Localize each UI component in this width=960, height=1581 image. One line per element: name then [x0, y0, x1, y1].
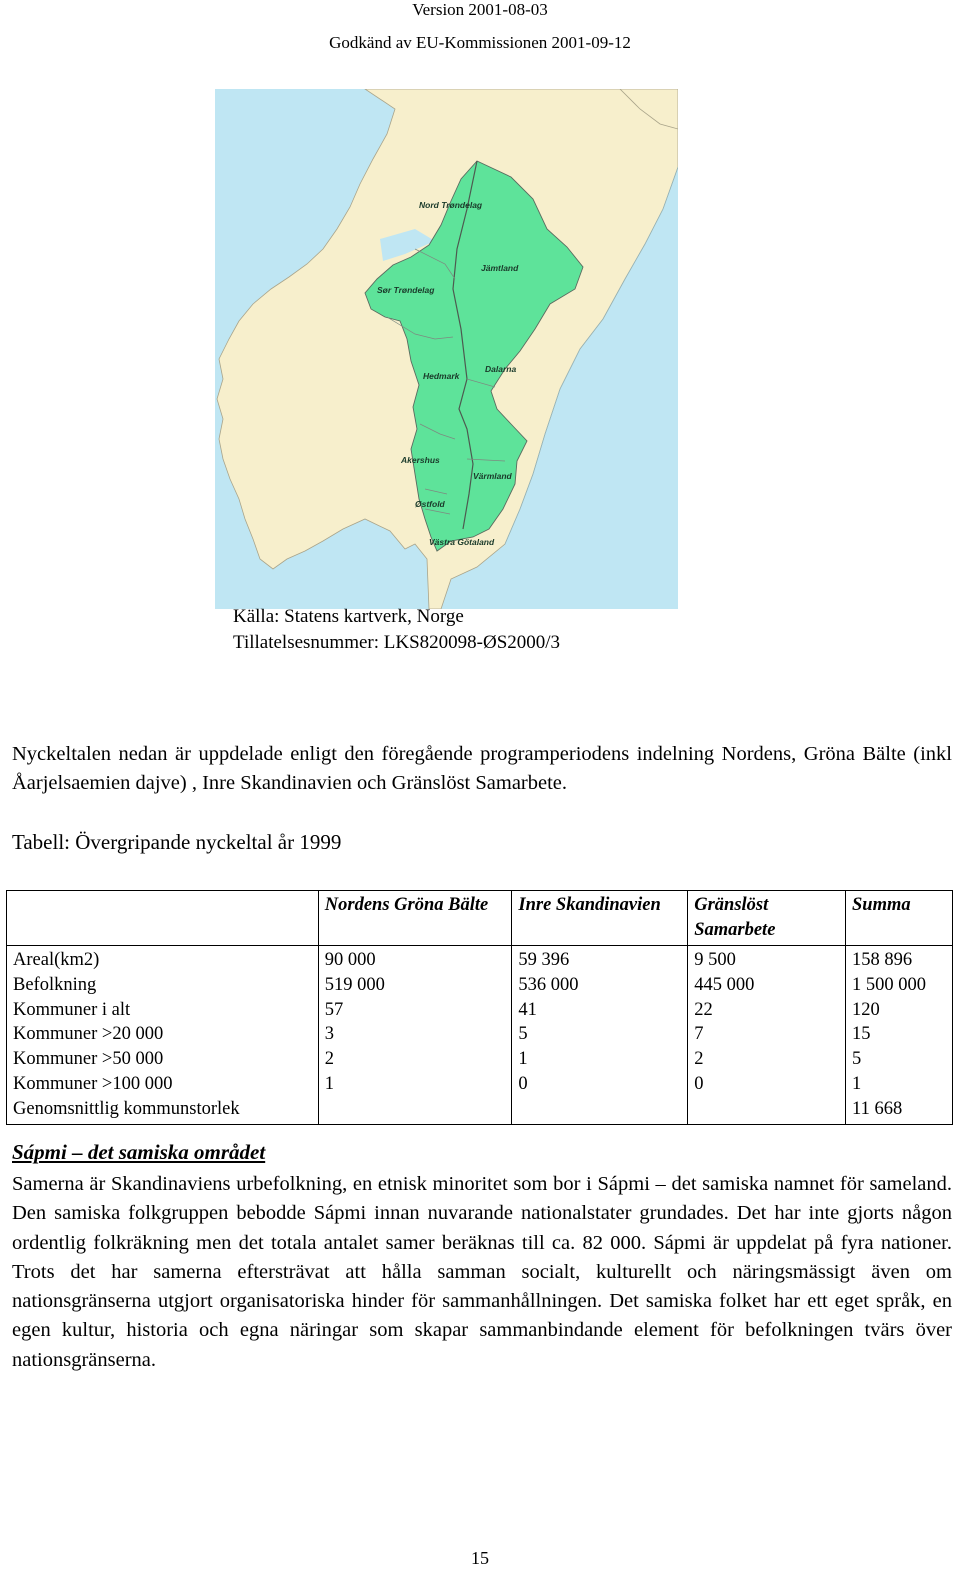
table-cell: 5: [852, 1049, 862, 1070]
table-cell: 9 500: [694, 950, 736, 970]
row-label: Kommuner >50 000: [13, 1049, 164, 1070]
row-label: Genomsnittlig kommunstorlek: [13, 1098, 240, 1119]
table-cell: 59 396: [518, 950, 570, 970]
table-cell: 15: [852, 1024, 871, 1045]
label-jamtland: Jämtland: [481, 263, 519, 273]
col-nordens-grona-balte: [318, 946, 512, 1125]
section-paragraph: Samerna är Skandinaviens urbefolkning, en etnisk minoritet som bor i Sápmi – det samiska namnet för sameland. Den samiska folkgruppen bebodde Sápmi innan nuvarande nationalstater grundades. Det har inte gjorts någon ordentlig folkräkning men det totala antalet samer beräknas till ca. 82 000. Sápmi är uppdelat på fyra nationer. Trots det har samerna eftersträvat att hålla samman socialt, kulturellt och näringsmässigt även om nationsgränserna utgjort organisatoriska hinder för sammanhållningen. Det samiska folket har ett eget språk, en egen kultur, historia och egna näringar som skapar sammanbindande element för befolkningen tvärs över nationsgränserna.: [12, 1173, 952, 1371]
region-map: [215, 89, 678, 609]
header-col-2: Inre Skandinavien: [512, 891, 688, 946]
table-cell: 3: [324, 1024, 335, 1045]
table-cell: 5: [518, 1024, 528, 1045]
table-cell: 22: [694, 999, 713, 1020]
table-cell: 445 000: [694, 974, 755, 995]
table-cell: 158 896: [852, 950, 913, 970]
col-granslost-samarbete: [688, 946, 846, 1125]
table-cell: 90 000: [324, 950, 376, 970]
intro-paragraph: Nyckeltalen nedan är uppdelade enligt den föregående programperiodens indelning Nordens, Gröna Bälte (inkl Åarjelsaemien dajve) , Inre Skandinavien och Gränslöst Samarbete.: [12, 743, 952, 794]
table-cell: 41: [518, 999, 537, 1020]
table-cell: 1 500 000: [852, 974, 927, 995]
table-cell: 57: [324, 999, 344, 1020]
row-label: Kommuner i alt: [13, 999, 131, 1020]
row-label: Kommuner >100 000: [13, 1073, 173, 1094]
map-permit: Tillatelsesnummer: LKS820098-ØS2000/3: [233, 632, 561, 653]
row-label: Befolkning: [13, 974, 97, 995]
table-cell: 1: [324, 1073, 335, 1094]
table-cell: 0: [518, 1073, 528, 1094]
label-nord-trondelag: Nord Trøndelag: [419, 200, 483, 210]
section-heading: Sápmi – det samiska området: [12, 1140, 266, 1164]
row-label: Kommuner >20 000: [13, 1024, 164, 1045]
label-hedmark: Hedmark: [423, 371, 460, 381]
table-cell: 7: [694, 1024, 704, 1045]
page-number: 15: [471, 1548, 489, 1568]
label-ostfold: Østfold: [415, 499, 445, 509]
label-dalarna: Dalarna: [485, 364, 517, 374]
header-col-1: Nordens Gröna Bälte: [318, 891, 512, 946]
label-sor-trondelag: Sør Trøndelag: [377, 285, 435, 295]
table-cell: 1: [852, 1073, 862, 1094]
col-summa: [846, 946, 953, 1125]
label-varmland: Värmland: [473, 471, 512, 481]
table-title: Tabell: Övergripande nyckeltal år 1999: [12, 830, 342, 854]
table-cell: 11 668: [852, 1098, 903, 1119]
map-source: Källa: Statens kartverk, Norge: [233, 606, 464, 627]
header-col-3: Gränslöst Samarbete: [688, 891, 846, 946]
document-approval: Godkänd av EU-Kommissionen 2001-09-12: [329, 33, 631, 52]
label-vastra-gotaland: Västra Götaland: [429, 537, 495, 547]
table-cell: 1: [518, 1049, 528, 1070]
row-label: Areal(km2): [13, 950, 100, 970]
table-cell: 120: [852, 999, 880, 1020]
key-figures-table: [6, 890, 953, 1125]
table-cell: 519 000: [324, 974, 385, 995]
header-empty: [7, 891, 319, 946]
col-inre-skandinavien: [512, 946, 688, 1125]
table-cell: 0: [694, 1073, 704, 1094]
row-labels: [7, 946, 319, 1125]
table-cell: 536 000: [518, 974, 579, 995]
table-cell: 2: [324, 1049, 335, 1070]
label-akershus: Akershus: [401, 455, 440, 465]
document-version: Version 2001-08-03: [412, 0, 548, 19]
table-body-row: [7, 946, 953, 1125]
table-cell: 2: [694, 1049, 704, 1070]
header-col-4: Summa: [846, 891, 953, 946]
table-header-row: [7, 891, 953, 946]
